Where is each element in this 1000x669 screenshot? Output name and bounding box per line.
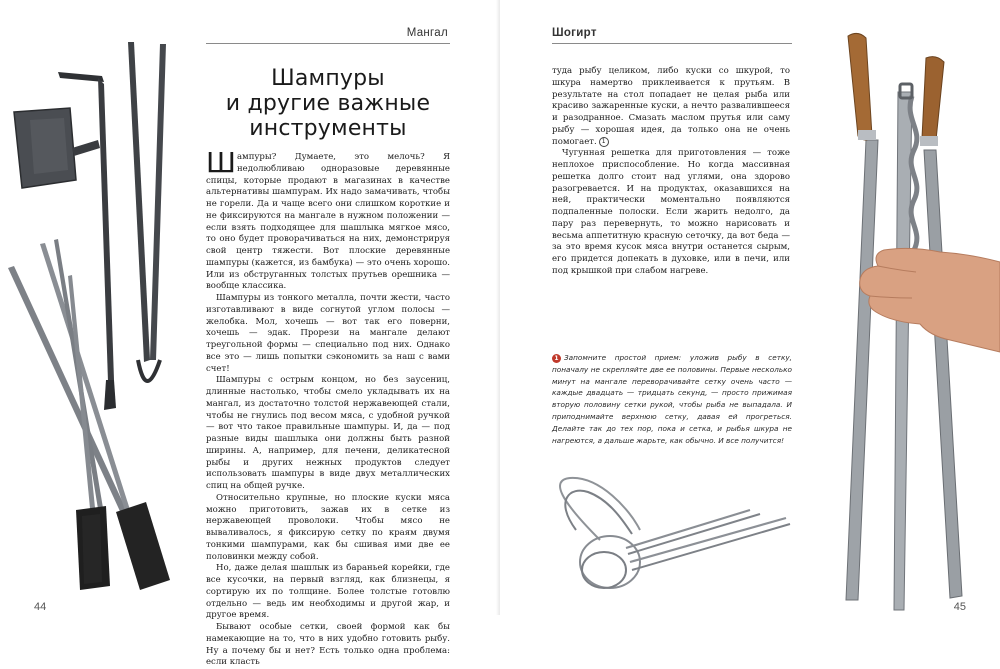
page-number: 45 bbox=[953, 601, 966, 613]
paragraph: Но, даже делая шашлык из бараньей корейки, где все кусочки, на первый взгляд, как близнецы, я сортирую их по толщине. Более толстые готовлю отдельно — ведь им необходимы и другой жар, и другое время. bbox=[206, 563, 450, 621]
body-text-column bbox=[552, 66, 790, 278]
running-head: Шогирт bbox=[552, 27, 597, 39]
header-rule bbox=[552, 43, 792, 44]
hand-holding-skewers-photo bbox=[800, 0, 1000, 615]
note-badge: 1 bbox=[552, 354, 561, 363]
paragraph: Относительно крупные, но плоские куски мяса можно приготовить, зажав их в сетке из нержавеющей проволоки. Чтобы мясо не вываливалось, я фиксирую сетку по краям двумя тонкими шампурами, как бы сшивая ими две ее половинки между собой. bbox=[206, 492, 450, 562]
title-line: и другие важные bbox=[225, 91, 431, 116]
paragraph-text: ампуры? Думаете, это мелочь? Я недолюбливаю одноразовые деревянные спицы, которые продают в магазинах в качестве альтернативы шампурам. Их надо замачивать, чтобы не горели. Да и чаще всего они слишком короткие и не фиксируются на мангале в нужном положении — если взять подходящее для шашлыка мягкое мясо, то оно будет проворачиваться на них, демонстрируя свой центр тяжести. Вот плоские деревянные шампуры (кажется, из бамбука) — это очень хорошо. Или из обструганных толстых прутьев орешника — вообще классика. bbox=[206, 152, 450, 292]
paragraph bbox=[552, 66, 790, 148]
drop-cap: Ш bbox=[206, 146, 236, 179]
footnote-marker: 1 bbox=[599, 137, 609, 147]
right-page bbox=[500, 0, 1000, 615]
title-line: Шампуры bbox=[271, 66, 385, 91]
grill-tools-illustration bbox=[0, 30, 200, 615]
tip-note bbox=[552, 352, 792, 446]
running-head: Мангал bbox=[406, 27, 448, 39]
paragraph-text: туда рыбу целиком, либо куски со шкурой, то шкура намертво приклеивается к прутьям. В результате на стол попадает не целая рыба или красиво зажаренные куски, а нечто развалившееся и разодранное. Смазать маслом прутья или саму рыбу — хорошая идея, да только она не очень помогает. bbox=[552, 66, 790, 147]
paragraph bbox=[206, 146, 450, 293]
header-rule bbox=[206, 43, 450, 44]
paragraph: Шампуры из тонкого металла, почти жести, часто изготавливают в виде согнутой углом полосы — желобка. Мол, хочешь — вот так его поверни, хочешь — эдак. Прорези на мангале делают треугольной формы — специально под них. Однако все это — лишь попытки сэкономить за наш с вами счет! bbox=[206, 293, 450, 374]
chapter-title bbox=[206, 66, 450, 141]
paragraph: Шампуры с острым концом, но без заусениц, длинные настолько, чтобы смело укладывать их на мангал, из достаточно толстой нержавеющей стали, чтобы не гнулись под весом мяса, с удобной ручкой — вот что такое правильные шампуры. И, да — под разные виды шашлыка они должны быть разной ширины. А, например, для печени, деликатесной рыбы и других нежных продуктов следует использовать шампуры в виде двух металлических спиц на общей ручке. bbox=[206, 375, 450, 491]
paragraph: Бывают особые сетки, своей формой как бы намекающие на то, что в них удобно готовить рыбу. Ну а почему бы и нет? Есть только одна проблема: если класть bbox=[206, 622, 450, 668]
paragraph: Чугунная решетка для приготовления — тоже неплохое приспособление. Но когда массивная решетка долго стоит над углями, она здорово разогревается. И на продуктах, оказавшихся на ней, практически моментально появляются подпаленные полоски. Если жарить недолго, да пару раз перевернуть, то можно нарисовать и весьма аппетитную красную сеточку, да вот беда — за это время кусок мяса внутри останется сырым, его придется допекать в духовке, или в печи, или под крышкой при слабом нагреве. bbox=[552, 148, 790, 276]
wire-skewer-illustration bbox=[540, 470, 800, 600]
title-line: инструменты bbox=[249, 116, 407, 141]
note-text: Запомните простой прием: уложив рыбу в сетку, поначалу не скрепляйте две ее половины. Первые несколько минут на мангале переворачивайте сетку очень часто — каждые двадцать — тридцать секунд, — просто прижимая вторую половину сетки рукой, чтобы рыба не выпадала. И приподнимайте верхнюю сетку, давая ей прогреться. Делайте так до тех пор, пока и сетка, и рыбья шкура не нагреются, а дальше жарьте, как обычно. И все получится! bbox=[552, 353, 792, 445]
page-number: 44 bbox=[34, 601, 47, 613]
body-text-column bbox=[206, 146, 450, 668]
left-page bbox=[0, 0, 500, 668]
